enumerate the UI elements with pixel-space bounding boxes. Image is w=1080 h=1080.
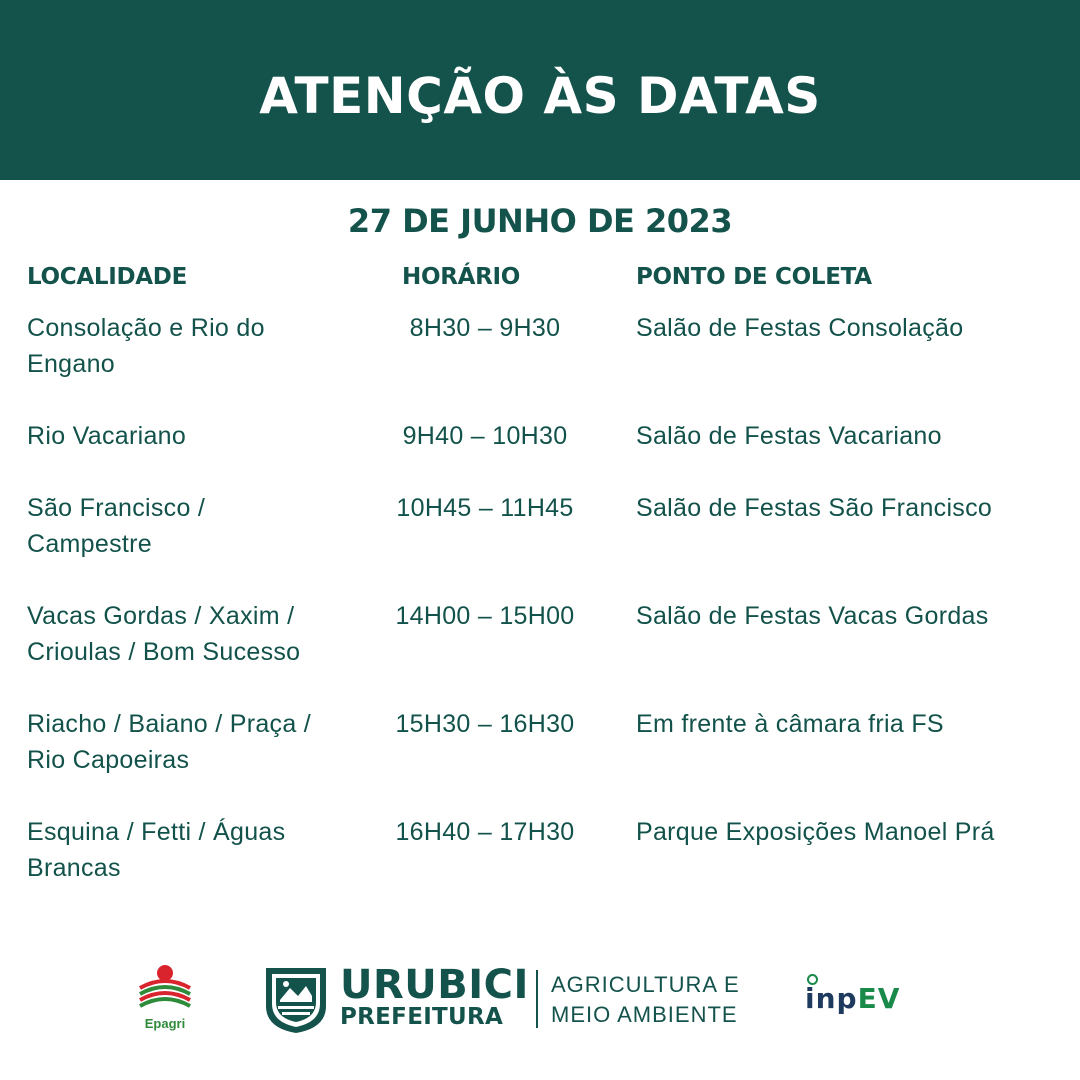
table-row [0, 706, 1080, 806]
localidade-line-1: Riacho / Baiano / Praça / [27, 710, 312, 738]
localidade-line-2: Brancas [27, 854, 121, 882]
row-localidade [27, 598, 377, 670]
localidade-line-1: Vacas Gordas / Xaxim / [27, 602, 295, 630]
inpev-text-b: EV [857, 982, 901, 1015]
localidade-line-2: Engano [27, 350, 115, 378]
epagri-label: Epagri [144, 1016, 186, 1031]
row-horario: 10H45 – 11H45 [396, 494, 574, 522]
localidade-line-2: Crioulas / Bom Sucesso [27, 638, 301, 666]
table-row [0, 310, 1080, 410]
column-header-horario: HORÁRIO [402, 264, 521, 290]
row-ponto: Em frente à câmara fria FS [636, 710, 944, 738]
secretaria-line-1: AGRICULTURA E [551, 972, 740, 997]
secretaria-line-2: MEIO AMBIENTE [551, 1002, 738, 1027]
row-localidade [27, 490, 377, 562]
event-date: 27 DE JUNHO DE 2023 [347, 202, 733, 240]
urubici-title: URUBICI [340, 962, 529, 1008]
localidade-line-1: Consolação e Rio do [27, 314, 265, 342]
row-localidade [27, 706, 377, 778]
table-row [0, 490, 1080, 590]
row-ponto: Salão de Festas Vacariano [636, 422, 942, 450]
table-row [0, 814, 1080, 914]
column-header-localidade: LOCALIDADE [27, 264, 187, 290]
footer-divider [536, 970, 538, 1028]
row-ponto: Salão de Festas Vacas Gordas [636, 602, 989, 630]
row-horario: 14H00 – 15H00 [395, 602, 575, 630]
localidade-line-1: Rio Vacariano [27, 422, 187, 450]
row-horario: 16H40 – 17H30 [395, 818, 575, 846]
page-title: ATENÇÃO ÀS DATAS [259, 67, 821, 125]
header-banner [0, 0, 1080, 180]
row-localidade [27, 310, 377, 382]
inpev-wordmark [805, 982, 900, 1015]
row-ponto: Parque Exposições Manoel Prá [636, 818, 995, 846]
row-horario: 9H40 – 10H30 [402, 422, 568, 450]
table-row [0, 598, 1080, 698]
localidade-line-1: São Francisco / [27, 494, 206, 522]
row-localidade [27, 418, 377, 454]
epagri-logo [130, 964, 200, 1036]
row-localidade [27, 814, 377, 886]
urubici-crest-icon [264, 966, 328, 1034]
localidade-line-2: Campestre [27, 530, 152, 558]
localidade-line-2: Rio Capoeiras [27, 746, 190, 774]
row-ponto: Salão de Festas São Francisco [636, 494, 993, 522]
row-ponto: Salão de Festas Consolação [636, 314, 964, 342]
localidade-line-1: Esquina / Fetti / Águas [27, 818, 286, 846]
epagri-emblem-icon [130, 964, 200, 1016]
inpev-text-a: inp [805, 982, 858, 1015]
row-horario: 8H30 – 9H30 [409, 314, 561, 342]
urubici-subtitle: PREFEITURA [340, 1004, 504, 1030]
column-header-ponto: PONTO DE COLETA [636, 264, 872, 290]
footer-logos [0, 950, 1080, 1050]
row-horario: 15H30 – 16H30 [395, 710, 575, 738]
